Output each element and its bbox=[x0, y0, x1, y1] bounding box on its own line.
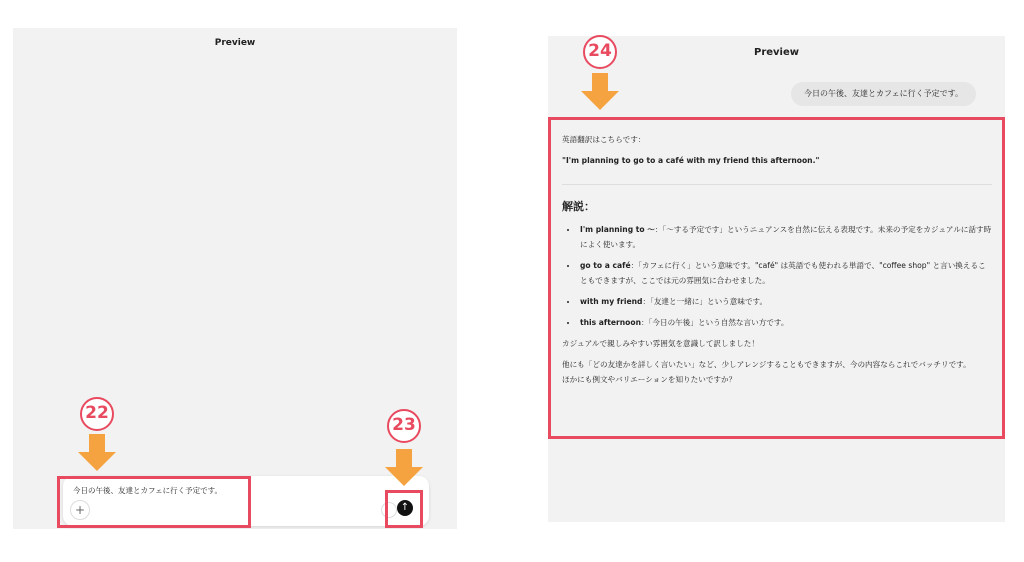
response-paragraph: 他にも「どの友達かを詳しく言いたい」など、少しアレンジすることもできますが、今の内容ならこれでバッチリです。 bbox=[562, 360, 971, 369]
response-translation: "I'm planning to go to a café with my friend this afternoon." bbox=[562, 156, 820, 165]
plus-icon[interactable]: + bbox=[70, 500, 90, 520]
response-paragraph: カジュアルで親しみやすい雰囲気を意識して訳しました！ bbox=[562, 339, 759, 348]
down-arrow-icon bbox=[383, 449, 425, 487]
highlight-box-send bbox=[385, 490, 423, 528]
left-preview-title: Preview bbox=[214, 38, 256, 48]
response-heading: 解説： bbox=[562, 200, 595, 213]
step-badge-22: 22 bbox=[80, 397, 114, 431]
user-message-bubble: 今日の午後、友達とカフェに行く予定です。 bbox=[791, 82, 976, 106]
list-item-desc: ：「～する予定です」というニュアンスを自然に伝える表現です。未来の予定をカジュアルに話す時によく使います。 bbox=[580, 225, 992, 249]
list-item-desc: ：「友達と一緒に」という意味です。 bbox=[642, 297, 768, 306]
send-arrow-icon[interactable]: ↑ bbox=[397, 500, 413, 516]
list-item-term: with my friend bbox=[580, 297, 643, 306]
list-item-term: this afternoon bbox=[580, 318, 642, 327]
list-item-term: go to a café bbox=[580, 261, 631, 270]
down-arrow-icon bbox=[76, 434, 118, 472]
down-arrow-icon bbox=[579, 73, 621, 111]
list-item-desc: ：「カフェに行く」という意味です。"café" は英語でも使われる単語で、"coffee shop" と言い換えることもできますが、ここでは元の雰囲気に合わせました。 bbox=[580, 261, 986, 285]
list-item-term: I'm planning to ～ bbox=[580, 225, 655, 234]
step-badge-23: 23 bbox=[387, 409, 421, 443]
composer-input[interactable]: 今日の午後、友達とカフェに行く予定です。 bbox=[73, 486, 223, 495]
highlight-box-response bbox=[548, 117, 1005, 439]
step-badge-24: 24 bbox=[583, 35, 617, 69]
right-preview-title: Preview bbox=[753, 47, 799, 58]
list-item-desc: ：「今日の午後」という自然な言い方です。 bbox=[641, 318, 789, 327]
response-paragraph: ほかにも例文やバリエーションを知りたいですか？ bbox=[562, 375, 737, 384]
response-intro: 英語翻訳はこちらです： bbox=[562, 135, 646, 144]
highlight-box-input bbox=[57, 476, 251, 528]
